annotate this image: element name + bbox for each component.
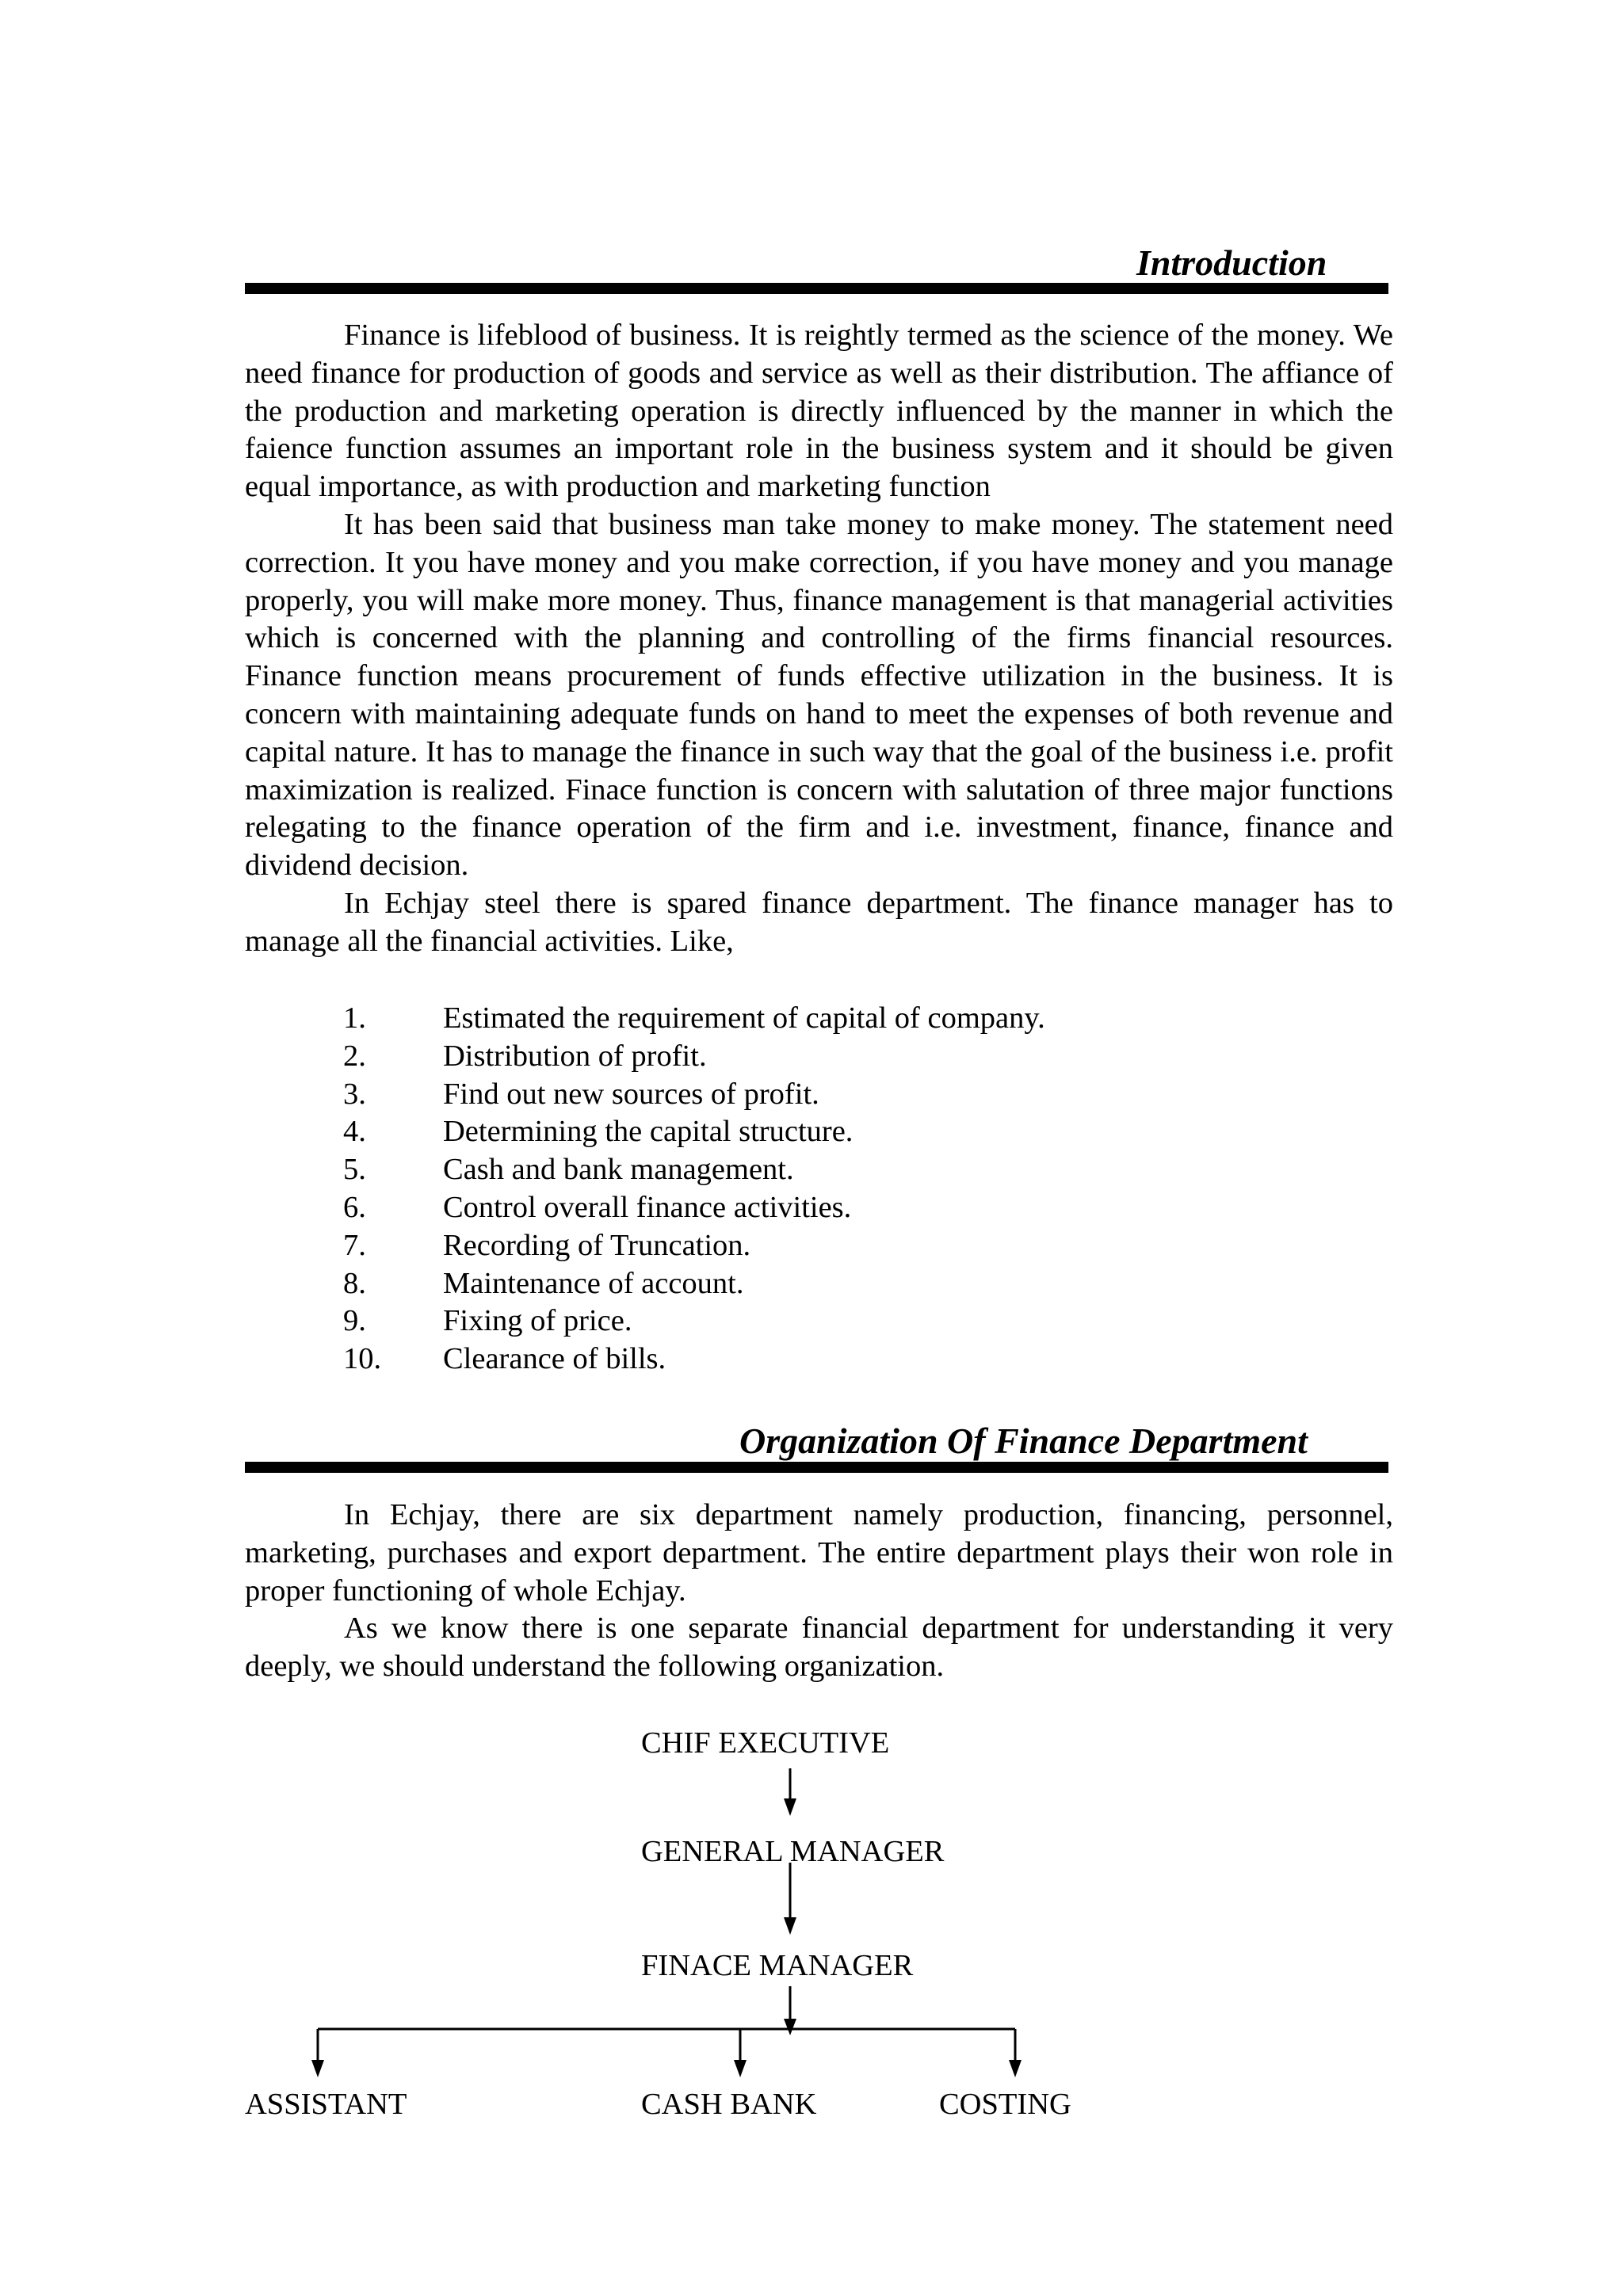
list-text: Estimated the requirement of capital of company. — [443, 1001, 1045, 1035]
list-text: Clearance of bills. — [443, 1342, 666, 1376]
introduction-heading: Introduction — [1136, 242, 1327, 283]
intro-paragraph-1: Finance is lifeblood of business. It is reightly termed as the science of the money. We need finance for production of goods and service as well as their distribution. The affiance of the production and marketing operation is directly influenced by the manner in which the faience function assumes an important role in the business system and it should be given equal importance, as with production and marketing function — [245, 318, 1393, 504]
list-text: Cash and bank management. — [443, 1153, 794, 1187]
arrowhead-finance-manager-split — [784, 2019, 796, 2035]
org-paragraph-2: As we know there is one separate financial department for understanding it very deeply, we should understand the following organization. — [245, 1611, 1393, 1684]
arrowhead-to-finance-manager — [784, 1917, 796, 1935]
intro-paragraph-3: In Echjay steel there is spared finance department. The finance manager has to manage all the financial activities. Like, — [245, 886, 1393, 958]
intro-paragraph-2: It has been said that business man take money to make money. The statement need correction. It you have money and you make correction, if you have money and you manage properly, you will make more money. Thus, finance management is that managerial activities which is concerned with the planning and controlling of the firms financial resources. Finance function means procurement of funds effective utilization in the business. It is concern with maintaining adequate funds on hand to meet the expenses of both revenue and capital nature. It has to manage the finance in such way that the goal of the business i.e. profit maximization is realized. Finace function is concern with salutation of three major functions relegating to the finance operation of the firm and i.e. investment, finance, finance and dividend decision. — [245, 507, 1393, 883]
org-node-chief-executive: CHIF EXECUTIVE — [641, 1726, 890, 1760]
list-text: Distribution of profit. — [443, 1039, 707, 1073]
arrowhead-to-cash-bank — [734, 2060, 747, 2077]
list-number: 3. — [343, 1077, 366, 1111]
list-text: Fixing of price. — [443, 1304, 632, 1338]
list-number: 10. — [343, 1342, 382, 1376]
list-number: 8. — [343, 1266, 366, 1300]
list-number: 2. — [343, 1039, 366, 1073]
org-paragraph-1: In Echjay, there are six department namely production, financing, personnel, marketing, purchases and export department. The entire department plays their won role in proper functioning of whole Echjay. — [245, 1498, 1393, 1608]
org-node-assistant: ASSISTANT — [245, 2088, 407, 2121]
list-number: 9. — [343, 1304, 366, 1338]
list-text: Maintenance of account. — [443, 1266, 744, 1300]
arrowhead-to-assistant — [311, 2060, 324, 2077]
org-node-general-manager: GENERAL MANAGER — [641, 1835, 945, 1868]
org-node-cash-bank: CASH BANK — [641, 2088, 817, 2121]
list-text: Control overall finance activities. — [443, 1190, 852, 1224]
list-text: Find out new sources of profit. — [443, 1077, 819, 1111]
list-text: Recording of Truncation. — [443, 1228, 751, 1262]
list-number: 5. — [343, 1153, 366, 1187]
list-number: 6. — [343, 1190, 366, 1224]
list-number: 1. — [343, 1001, 366, 1035]
organization-heading: Organization Of Finance Department — [739, 1421, 1308, 1461]
arrowhead-to-general-manager — [784, 1798, 796, 1816]
arrowhead-to-costing — [1009, 2060, 1022, 2077]
list-number: 4. — [343, 1115, 366, 1149]
org-node-costing: COSTING — [939, 2088, 1071, 2121]
list-number: 7. — [343, 1228, 366, 1262]
org-node-finance-manager: FINACE MANAGER — [641, 1949, 914, 1982]
list-text: Determining the capital structure. — [443, 1115, 854, 1149]
